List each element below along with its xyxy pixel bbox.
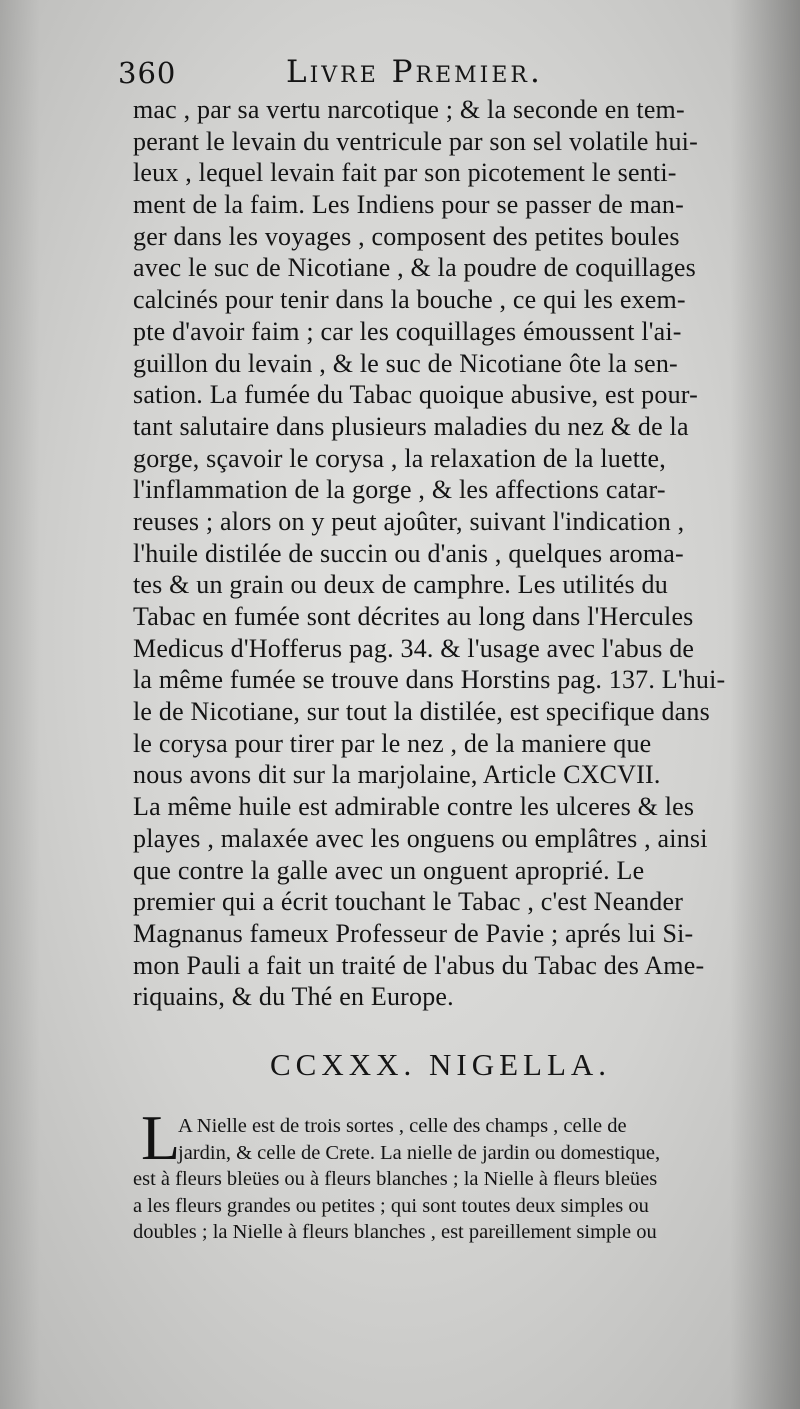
section-text-line: est à fleurs bleües ou à fleurs blanches ; la Nielle à fleurs bleües [133, 1168, 658, 1191]
page-number: 360 [118, 56, 177, 90]
text-line: calcinés pour tenir dans la bouche , ce qui les exem- [133, 285, 686, 315]
text-line: perant le levain du ventricule par son sel volatile hui- [133, 126, 698, 156]
drop-cap: L [141, 1102, 181, 1173]
text-line: mac , par sa vertu narcotique ; & la seconde en tem- [133, 95, 685, 124]
text-line: ment de la faim. Les Indiens pour se passer de man- [133, 190, 684, 220]
text-line: tant salutaire dans plusieurs maladies du nez & de la [133, 411, 689, 441]
text-line: le de Nicotiane, sur tout la distilée, est specifique dans [133, 697, 710, 727]
page-edge-shadow [0, 0, 40, 1409]
running-title: Livre Premier. [286, 54, 543, 90]
text-line: l'inflammation de la gorge , & les affections catar- [133, 475, 666, 505]
text-line: Medicus d'Hofferus pag. 34. & l'usage avec l'abus de [133, 633, 695, 663]
text-line: sation. La fumée du Tabac quoique abusive, est pour- [133, 380, 698, 410]
text-line: gorge, sçavoir le corysa , la relaxation de la luette, [133, 443, 666, 473]
body-text [133, 94, 773, 1013]
text-line: Magnanus fameux Professeur de Pavie ; aprés lui Si- [133, 918, 694, 948]
text-line: leux , lequel levain fait par son picotement le senti- [133, 158, 677, 188]
section-text-line: a les fleurs grandes ou petites ; qui sont toutes deux simples ou [133, 1194, 649, 1217]
text-line: mon Pauli a fait un traité de l'abus du Tabac des Ame- [133, 950, 705, 980]
text-line: la même fumée se trouve dans Horstins pag. 137. L'hui- [133, 665, 726, 695]
section-text-line: jardin, & celle de Crete. La nielle de jardin ou domestique, [178, 1141, 661, 1164]
section-heading: CCXXX. NIGELLA. [270, 1047, 612, 1082]
text-line: La même huile est admirable contre les ulceres & les [133, 792, 695, 822]
section-text-line: doubles ; la Nielle à fleurs blanches , est pareillement simple ou [133, 1221, 657, 1244]
text-line: playes , malaxée avec les onguens ou emplâtres , ainsi [133, 823, 708, 853]
text-line: riquains, & du Thé en Europe. [133, 982, 454, 1012]
text-line: que contre la galle avec un onguent aproprié. Le [133, 855, 645, 885]
text-line: le corysa pour tirer par le nez , de la maniere que [133, 728, 652, 758]
text-line: ger dans les voyages , composent des petites boules [133, 221, 680, 251]
text-line: nous avons dit sur la marjolaine, Article CXCVII. [133, 760, 661, 790]
text-line: premier qui a écrit touchant le Tabac , c'est Neander [133, 887, 684, 917]
page-header [118, 52, 738, 94]
text-line: Tabac en fumée sont décrites au long dans l'Hercules [133, 602, 694, 631]
text-line: guillon du levain , & le suc de Nicotiane ôte la sen- [133, 348, 678, 378]
text-line: pte d'avoir faim ; car les coquillages émoussent l'ai- [133, 316, 682, 346]
text-line: avec le suc de Nicotiane , & la poudre de coquillages [133, 253, 696, 283]
text-line: l'huile distilée de succin ou d'anis , quelques aroma- [133, 538, 684, 568]
text-line: tes & un grain ou deux de camphre. Les utilités du [133, 570, 668, 600]
text-line: reuses ; alors on y peut ajoûter, suivant l'indication , [133, 506, 685, 536]
section-text [133, 1113, 778, 1246]
section-text-line: A Nielle est de trois sortes , celle des champs , celle de [178, 1115, 627, 1137]
